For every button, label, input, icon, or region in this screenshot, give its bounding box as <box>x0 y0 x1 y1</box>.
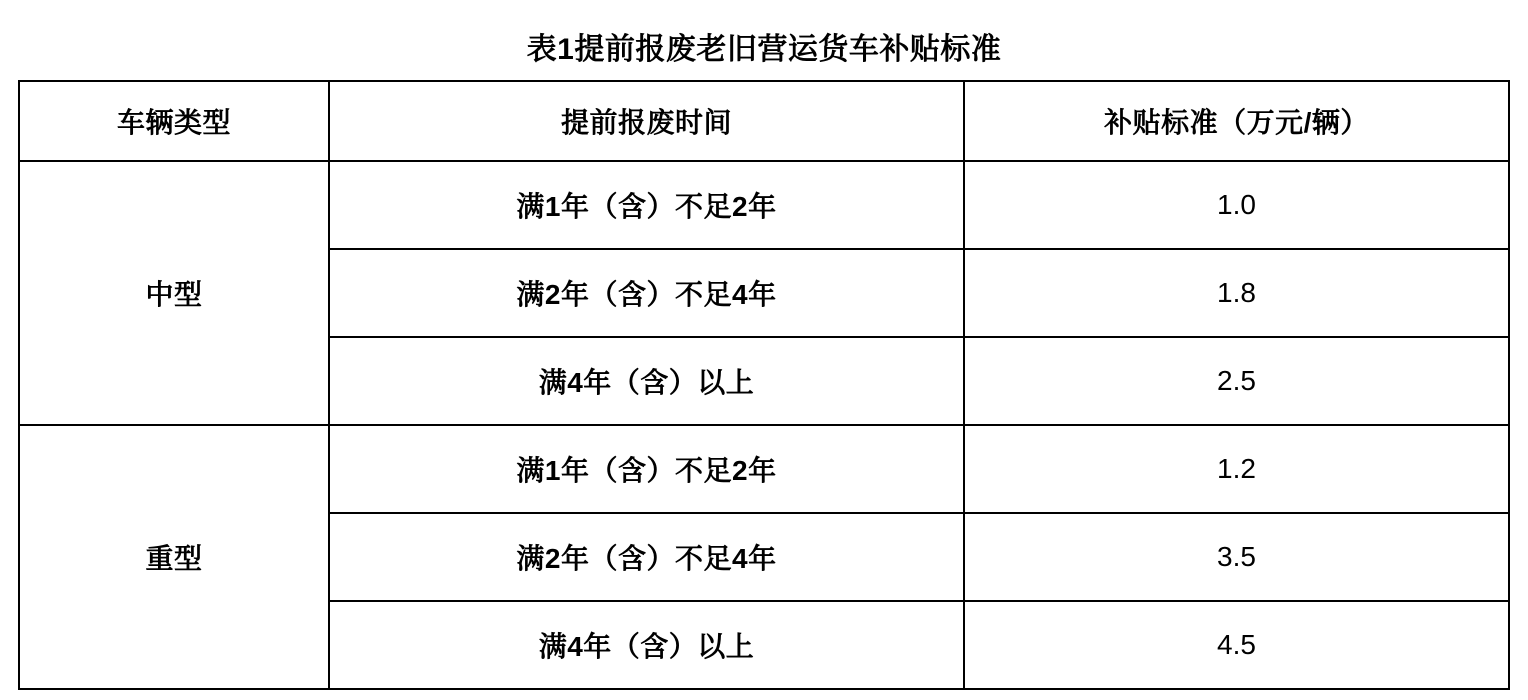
table-row <box>19 161 1509 249</box>
header-subsidy-standard: 补贴标准（万元/辆） <box>964 81 1509 161</box>
subsidy-cell: 3.5 <box>964 513 1509 601</box>
period-cell: 满2年（含）不足4年 <box>329 249 964 337</box>
period-cell: 满1年（含）不足2年 <box>329 425 964 513</box>
group-cell-heavy: 重型 <box>19 425 329 689</box>
subsidy-cell: 2.5 <box>964 337 1509 425</box>
period-cell: 满2年（含）不足4年 <box>329 513 964 601</box>
subsidy-cell: 1.0 <box>964 161 1509 249</box>
period-cell: 满1年（含）不足2年 <box>329 161 964 249</box>
subsidy-cell: 4.5 <box>964 601 1509 689</box>
subsidy-cell: 1.8 <box>964 249 1509 337</box>
page-title: 表1提前报废老旧营运货车补贴标准 <box>526 33 1002 66</box>
table-row <box>19 425 1509 513</box>
period-cell: 满4年（含）以上 <box>329 337 964 425</box>
subsidy-cell: 1.2 <box>964 425 1509 513</box>
header-vehicle-type: 车辆类型 <box>19 81 329 161</box>
group-cell-medium: 中型 <box>19 161 329 425</box>
period-cell: 满4年（含）以上 <box>329 601 964 689</box>
header-scrap-time: 提前报废时间 <box>329 81 964 161</box>
table-header-row <box>19 81 1509 161</box>
subsidy-table <box>18 80 1510 690</box>
